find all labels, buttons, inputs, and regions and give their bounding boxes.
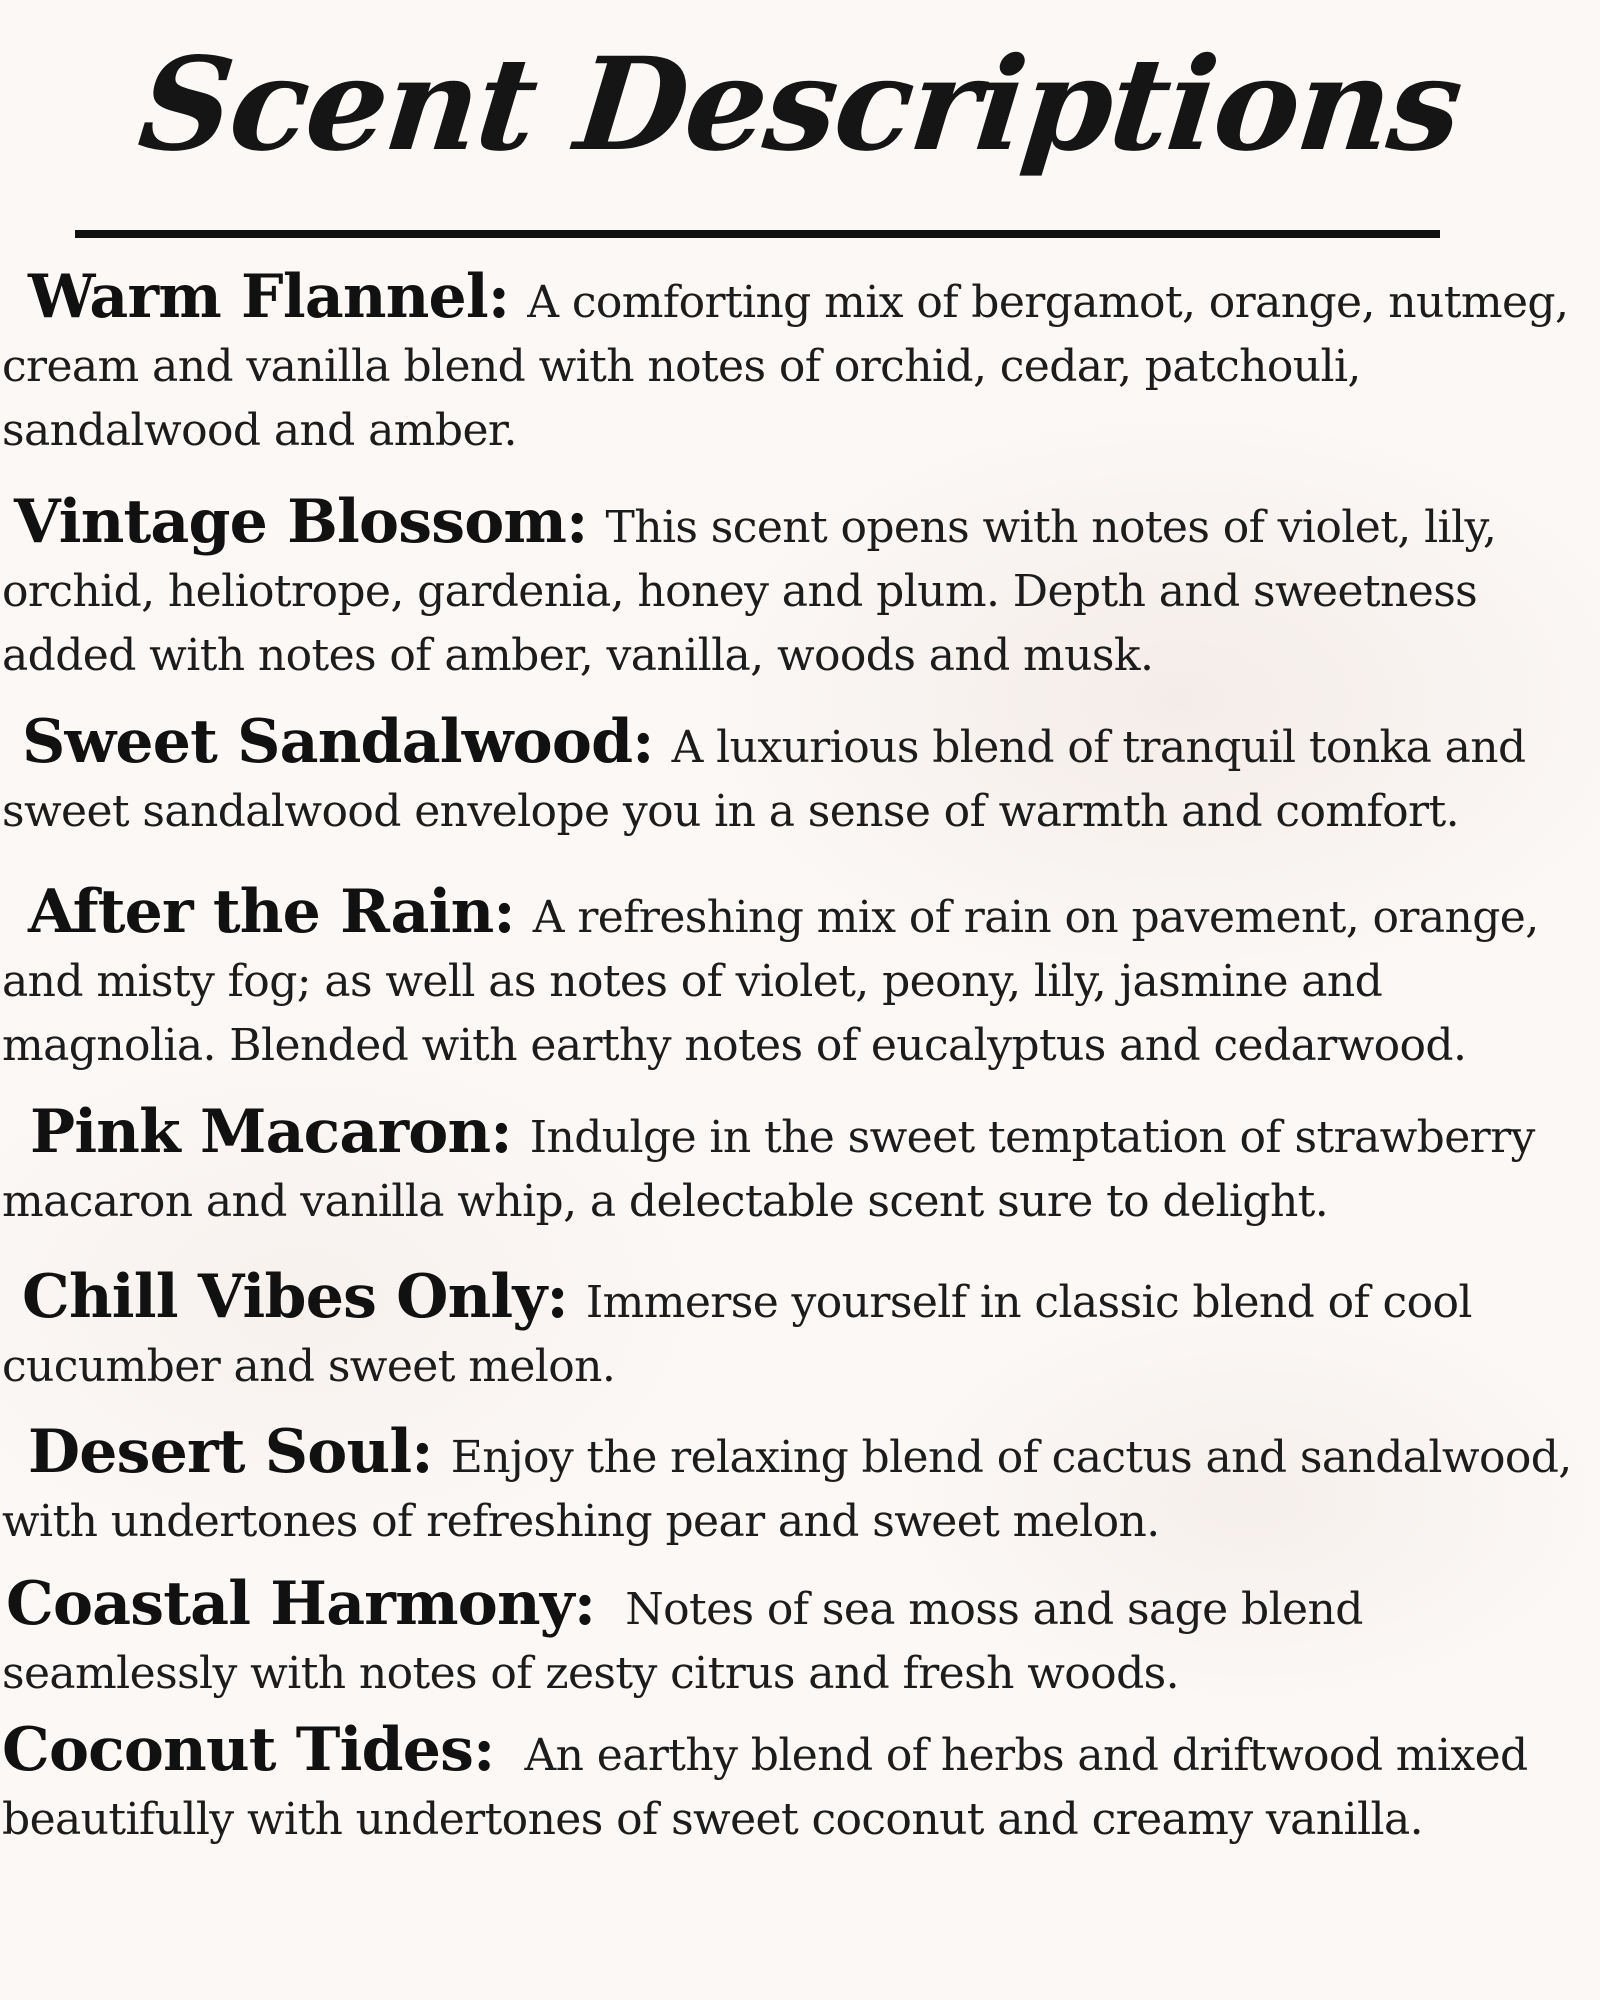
scent-name: Warm Flannel:: [28, 262, 510, 332]
scent-description: Enjoy the relaxing blend of cactus and sandalwood, with undertones of refreshing pear and sweet melon.: [2, 1432, 1572, 1547]
scent-name: Coconut Tides:: [2, 1715, 495, 1785]
title-divider: [75, 230, 1440, 238]
scent-name: Sweet Sandalwood:: [22, 707, 654, 777]
scent-entry-coastal-harmony: [2, 1569, 1592, 1706]
scent-entry-desert-soul: [2, 1417, 1592, 1554]
scent-entry-pink-macaron: [2, 1097, 1592, 1234]
scent-entry-chill-vibes-only: [2, 1262, 1592, 1399]
scent-description: A luxurious blend of tranquil tonka and sweet sandalwood envelope you in a sense of warmth and comfort.: [2, 722, 1526, 837]
scent-description: An earthy blend of herbs and driftwood mixed beautifully with undertones of sweet coconut and creamy vanilla.: [2, 1730, 1528, 1845]
scent-name: Desert Soul:: [28, 1417, 433, 1487]
scent-description: A refreshing mix of rain on pavement, orange, and misty fog; as well as notes of violet, peony, lily, jasmine and magnolia. Blended with earthy notes of eucalyptus and cedarwood.: [2, 892, 1539, 1071]
scent-name: Chill Vibes Only:: [22, 1262, 568, 1332]
scent-name: Coastal Harmony:: [6, 1569, 596, 1639]
scent-entry-sweet-sandalwood: [2, 707, 1592, 844]
scent-entry-warm-flannel: [2, 262, 1592, 463]
scent-name: After the Rain:: [28, 877, 515, 947]
scent-name: Vintage Blossom:: [14, 487, 588, 557]
scent-entry-vintage-blossom: [2, 487, 1592, 688]
scent-entry-after-the-rain: [2, 877, 1592, 1078]
scent-description: This scent opens with notes of violet, lily, orchid, heliotrope, gardenia, honey and plum. Depth and sweetness added with notes of amber, vanilla, woods and musk.: [2, 502, 1497, 681]
scent-description: Immerse yourself in classic blend of cool cucumber and sweet melon.: [2, 1277, 1472, 1392]
scent-name: Pink Macaron:: [30, 1097, 512, 1167]
scent-description: A comforting mix of bergamot, orange, nutmeg, cream and vanilla blend with notes of orchid, cedar, patchouli, sandalwood and amber.: [2, 277, 1569, 456]
scent-description: Notes of sea moss and sage blend seamlessly with notes of zesty citrus and fresh woods.: [2, 1584, 1363, 1699]
page-title: Scent Descriptions: [132, 30, 1468, 180]
scent-description: Indulge in the sweet temptation of strawberry macaron and vanilla whip, a delectable scent sure to delight.: [2, 1112, 1535, 1227]
scent-entry-coconut-tides: [2, 1715, 1592, 1852]
